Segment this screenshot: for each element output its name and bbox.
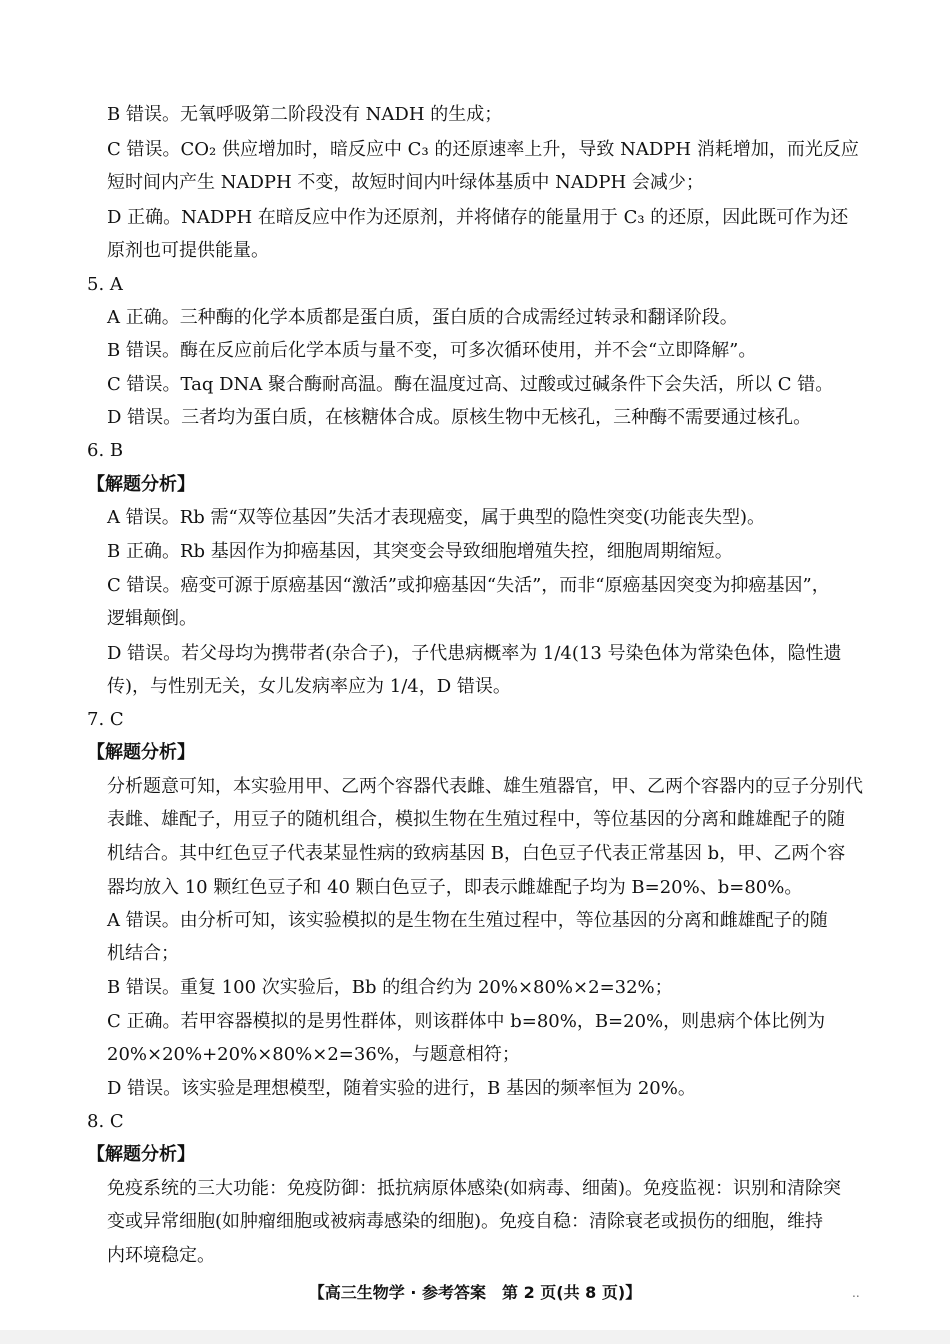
- text-line: 免疫系统的三大功能：免疫防御：抵抗病原体感染(如病毒、细菌)。免疫监视：识别和清除突: [107, 1178, 842, 1199]
- text-line: C 错误。Taq DNA 聚合酶耐高温。酶在温度过高、过酸或过碱条件下会失活，所以 C 错。: [107, 374, 834, 395]
- corner-mark: ..: [852, 1286, 860, 1300]
- question-number: 5. A: [87, 274, 123, 295]
- text-line: 分析题意可知，本实验用甲、乙两个容器代表雌、雄生殖器官，甲、乙两个容器内的豆子分别代: [107, 776, 863, 797]
- text-line: 变或异常细胞(如肿瘤细胞或被病毒感染的细胞)。免疫自稳：清除衰老或损伤的细胞，维持: [107, 1211, 824, 1232]
- section-heading: 【解题分析】: [87, 474, 195, 495]
- text-line: B 正确。Rb 基因作为抑癌基因，其突变会导致细胞增殖失控，细胞周期缩短。: [107, 541, 733, 562]
- text-line: B 错误。无氧呼吸第二阶段没有 NADH 的生成；: [107, 104, 503, 125]
- text-line: C 错误。CO₂ 供应增加时，暗反应中 C₃ 的还原速率上升，导致 NADPH 消耗增加，而光反应: [107, 139, 859, 160]
- text-line: D 正确。NADPH 在暗反应中作为还原剂，并将储存的能量用于 C₃ 的还原，因此既可作为还: [107, 207, 849, 228]
- text-line: C 错误。癌变可源于原癌基因“激活”或抑癌基因“失活”，而非“原癌基因突变为抑癌基因”，: [107, 575, 830, 596]
- question-number: 8. C: [87, 1111, 124, 1132]
- question-number: 6. B: [87, 440, 124, 461]
- page-footer: 【高三生物学 · 参考答案 第 2 页(共 8 页)】: [308, 1283, 642, 1302]
- text-line: 内环境稳定。: [107, 1245, 215, 1266]
- section-heading: 【解题分析】: [87, 1144, 195, 1165]
- section-heading: 【解题分析】: [87, 742, 195, 763]
- question-number: 7. C: [87, 709, 124, 730]
- text-line: 原剂也可提供能量。: [107, 240, 269, 261]
- text-line: B 错误。重复 100 次实验后，Bb 的组合约为 20%×80%×2=32%；: [107, 977, 673, 998]
- text-line: C 正确。若甲容器模拟的是男性群体，则该群体中 b=80%，B=20%，则患病个体比例为: [107, 1011, 826, 1032]
- text-line: 20%×20%+20%×80%×2=36%，与题意相符；: [107, 1044, 520, 1065]
- text-line: 逻辑颠倒。: [107, 608, 197, 629]
- text-line: A 错误。由分析可知，该实验模拟的是生物在生殖过程中，等位基因的分离和雌雄配子的随: [107, 910, 828, 931]
- bottom-band: [0, 1330, 950, 1344]
- text-line: A 正确。三种酶的化学本质都是蛋白质，蛋白质的合成需经过转录和翻译阶段。: [107, 307, 738, 328]
- text-line: D 错误。三者均为蛋白质，在核糖体合成。原核生物中无核孔，三种酶不需要通过核孔。: [107, 407, 812, 428]
- text-line: 传)，与性别无关，女儿发病率应为 1/4，D 错误。: [107, 676, 511, 697]
- text-line: D 错误。若父母均为携带者(杂合子)，子代患病概率为 1/4(13 号染色体为常染色体，隐性遗: [107, 643, 842, 664]
- text-line: 机结合；: [107, 943, 179, 964]
- text-line: 短时间内产生 NADPH 不变，故短时间内叶绿体基质中 NADPH 会减少；: [107, 172, 704, 193]
- text-line: A 错误。Rb 需“双等位基因”失活才表现癌变，属于典型的隐性突变(功能丧失型)。: [107, 507, 765, 528]
- text-line: B 错误。酶在反应前后化学本质与量不变，可多次循环使用，并不会“立即降解”。: [107, 340, 757, 361]
- text-line: 机结合。其中红色豆子代表某显性病的致病基因 B，白色豆子代表正常基因 b，甲、乙两个容: [107, 843, 846, 864]
- text-line: 表雌、雄配子，用豆子的随机组合，模拟生物在生殖过程中，等位基因的分离和雌雄配子的随: [107, 809, 845, 830]
- text-line: D 错误。该实验是理想模型，随着实验的进行，B 基因的频率恒为 20%。: [107, 1078, 696, 1099]
- text-line: 器均放入 10 颗红色豆子和 40 颗白色豆子，即表示雌雄配子均为 B=20%、b=80%。: [107, 877, 803, 898]
